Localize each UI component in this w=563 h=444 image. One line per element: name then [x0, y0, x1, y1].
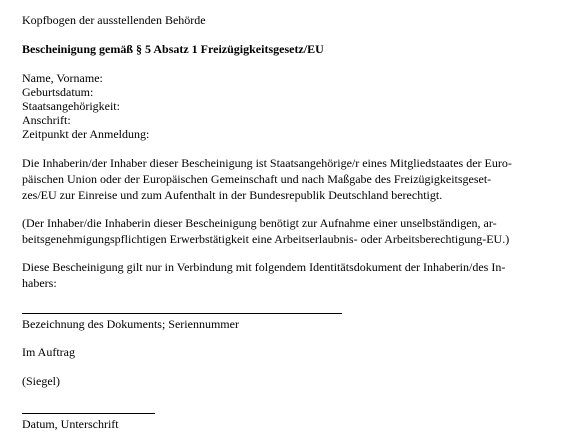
paragraph-identity-line-2: habers: — [22, 276, 57, 290]
date-signature-line — [22, 413, 155, 414]
document-label: Bezeichnung des Dokuments; Seriennummer — [22, 317, 239, 331]
paragraph-eligibility-line-2: päischen Union oder der Europäischen Gemeinschaft und nach Maßgabe des Freizügigkeitsgeset- — [22, 172, 492, 186]
field-address: Anschrift: — [22, 113, 71, 127]
paragraph-work-permit-line-1: (Der Inhaber/die Inhaberin dieser Bescheinigung benötigt zur Aufnahme einer unselbständigen, ar- — [22, 216, 497, 230]
letterhead: Kopfbogen der ausstellenden Behörde — [22, 13, 206, 27]
document-title: Bescheinigung gemäß § 5 Absatz 1 Freizügigkeitsgesetz/EU — [22, 42, 324, 56]
seal-placeholder: (Siegel) — [22, 374, 60, 388]
field-nationality: Staatsangehörigkeit: — [22, 99, 120, 113]
on-behalf-label: Im Auftrag — [22, 345, 75, 359]
paragraph-eligibility-line-1: Die Inhaberin/der Inhaber dieser Bescheinigung ist Staatsangehörige/r eines Mitgliedstaates der Euro- — [22, 156, 512, 170]
document-signature-line — [22, 313, 342, 314]
paragraph-eligibility-line-3: zes/EU zur Einreise und zum Aufenthalt in der Bundesrepublik Deutschland berechtigt. — [22, 188, 443, 202]
signature-label: Datum, Unterschrift — [22, 417, 119, 431]
paragraph-work-permit-line-2: beitsgenehmigungspflichtigen Erwerbstätigkeit eine Arbeitserlaubnis- oder Arbeitsberechtigung-EU.) — [22, 232, 510, 246]
field-registration-date: Zeitpunkt der Anmeldung: — [22, 127, 150, 141]
paragraph-identity-line-1: Diese Bescheinigung gilt nur in Verbindung mit folgendem Identitätsdokument der Inhaberin/des In- — [22, 260, 506, 274]
field-name: Name, Vorname: — [22, 71, 103, 85]
field-birthdate: Geburtsdatum: — [22, 85, 94, 99]
